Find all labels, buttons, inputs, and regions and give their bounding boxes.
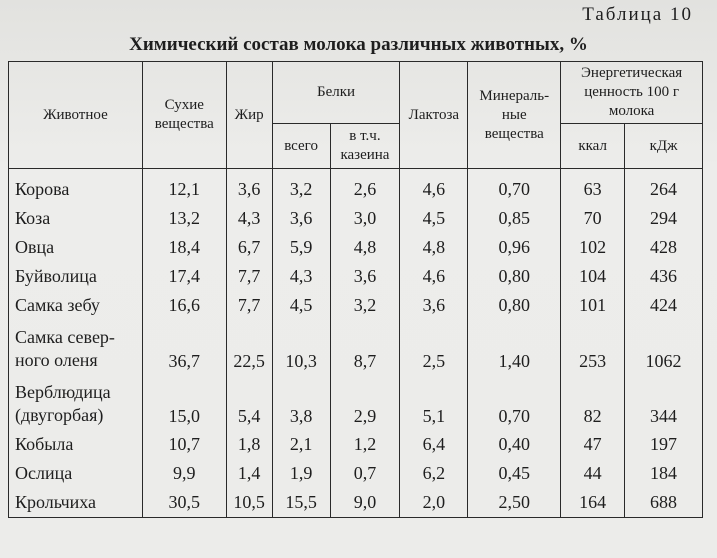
dry-matter-cell: 9,9 <box>142 459 226 488</box>
animal-cell <box>9 320 143 375</box>
minerals-cell: 0,96 <box>468 233 561 262</box>
animal-cell <box>9 262 143 291</box>
animal-name: Кобыла <box>15 434 74 454</box>
lactose-cell: 2,0 <box>400 488 468 518</box>
kcal-cell: 82 <box>561 375 625 430</box>
animal-name-line2: (двугорбая) <box>15 405 104 425</box>
animal-name: Корова <box>15 179 70 199</box>
casein-cell: 1,2 <box>330 430 400 459</box>
minerals-cell: 0,80 <box>468 262 561 291</box>
kcal-cell: 104 <box>561 262 625 291</box>
animal-cell <box>9 204 143 233</box>
header-proteins-casein: в т.ч. казеина <box>330 124 400 169</box>
milk-composition-table <box>8 61 703 518</box>
animal-name: Коза <box>15 208 51 228</box>
protein-total-cell: 3,6 <box>272 204 330 233</box>
casein-cell: 4,8 <box>330 233 400 262</box>
dry-matter-cell: 15,0 <box>142 375 226 430</box>
header-kj: кДж <box>625 124 703 169</box>
kcal-cell: 164 <box>561 488 625 518</box>
table-row <box>9 459 703 488</box>
animal-cell <box>9 459 143 488</box>
kcal-cell: 44 <box>561 459 625 488</box>
casein-cell: 9,0 <box>330 488 400 518</box>
kj-cell: 344 <box>625 375 703 430</box>
header-kcal: ккал <box>561 124 625 169</box>
header-energy: Энергетическая ценность 100 г молока <box>561 62 703 124</box>
kcal-cell: 63 <box>561 169 625 205</box>
protein-total-cell: 2,1 <box>272 430 330 459</box>
header-proteins: Белки <box>272 62 400 124</box>
protein-total-cell: 3,2 <box>272 169 330 205</box>
lactose-cell: 4,6 <box>400 169 468 205</box>
animal-name-line2: ного оленя <box>15 350 98 370</box>
casein-cell: 2,6 <box>330 169 400 205</box>
kj-cell: 1062 <box>625 320 703 375</box>
table-row <box>9 430 703 459</box>
header-lactose: Лактоза <box>400 62 468 169</box>
table-body <box>9 169 703 518</box>
animal-cell <box>9 488 143 518</box>
animal-cell <box>9 291 143 320</box>
kj-cell: 436 <box>625 262 703 291</box>
lactose-cell: 6,4 <box>400 430 468 459</box>
kj-cell: 294 <box>625 204 703 233</box>
dry-matter-cell: 18,4 <box>142 233 226 262</box>
animal-name: Овца <box>15 237 55 257</box>
casein-cell: 3,6 <box>330 262 400 291</box>
header-dry-matter: Сухие вещества <box>142 62 226 169</box>
fat-cell: 1,8 <box>226 430 272 459</box>
header-fat: Жир <box>226 62 272 169</box>
casein-cell: 3,2 <box>330 291 400 320</box>
animal-cell <box>9 169 143 205</box>
minerals-cell: 1,40 <box>468 320 561 375</box>
dry-matter-cell: 13,2 <box>142 204 226 233</box>
fat-cell: 3,6 <box>226 169 272 205</box>
header-minerals: Минераль-ные вещества <box>468 62 561 169</box>
dry-matter-cell: 16,6 <box>142 291 226 320</box>
dry-matter-cell: 17,4 <box>142 262 226 291</box>
fat-cell: 6,7 <box>226 233 272 262</box>
fat-cell: 22,5 <box>226 320 272 375</box>
lactose-cell: 4,8 <box>400 233 468 262</box>
table-row <box>9 169 703 205</box>
animal-name: Самка север- <box>15 327 115 347</box>
minerals-cell: 0,85 <box>468 204 561 233</box>
casein-cell: 0,7 <box>330 459 400 488</box>
table-row <box>9 320 703 375</box>
kj-cell: 428 <box>625 233 703 262</box>
casein-cell: 3,0 <box>330 204 400 233</box>
casein-cell: 8,7 <box>330 320 400 375</box>
fat-cell: 7,7 <box>226 262 272 291</box>
minerals-cell: 0,70 <box>468 169 561 205</box>
animal-cell <box>9 233 143 262</box>
protein-total-cell: 3,8 <box>272 375 330 430</box>
kj-cell: 184 <box>625 459 703 488</box>
table-row <box>9 233 703 262</box>
fat-cell: 4,3 <box>226 204 272 233</box>
protein-total-cell: 15,5 <box>272 488 330 518</box>
kcal-cell: 253 <box>561 320 625 375</box>
minerals-cell: 0,80 <box>468 291 561 320</box>
fat-cell: 5,4 <box>226 375 272 430</box>
dry-matter-cell: 10,7 <box>142 430 226 459</box>
minerals-cell: 0,45 <box>468 459 561 488</box>
minerals-cell: 2,50 <box>468 488 561 518</box>
kcal-cell: 70 <box>561 204 625 233</box>
table-row <box>9 262 703 291</box>
kcal-cell: 102 <box>561 233 625 262</box>
lactose-cell: 6,2 <box>400 459 468 488</box>
table-number-label: Таблица 10 <box>582 4 693 25</box>
protein-total-cell: 4,5 <box>272 291 330 320</box>
fat-cell: 10,5 <box>226 488 272 518</box>
dry-matter-cell: 12,1 <box>142 169 226 205</box>
minerals-cell: 0,40 <box>468 430 561 459</box>
fat-cell: 7,7 <box>226 291 272 320</box>
kcal-cell: 101 <box>561 291 625 320</box>
protein-total-cell: 1,9 <box>272 459 330 488</box>
lactose-cell: 3,6 <box>400 291 468 320</box>
minerals-cell: 0,70 <box>468 375 561 430</box>
animal-cell <box>9 375 143 430</box>
protein-total-cell: 5,9 <box>272 233 330 262</box>
dry-matter-cell: 36,7 <box>142 320 226 375</box>
casein-cell: 2,9 <box>330 375 400 430</box>
kj-cell: 424 <box>625 291 703 320</box>
dry-matter-cell: 30,5 <box>142 488 226 518</box>
table-row <box>9 375 703 430</box>
lactose-cell: 2,5 <box>400 320 468 375</box>
lactose-cell: 4,5 <box>400 204 468 233</box>
kj-cell: 688 <box>625 488 703 518</box>
protein-total-cell: 10,3 <box>272 320 330 375</box>
table-caption: Химический состав молока различных животных, % <box>129 34 588 55</box>
table-row <box>9 291 703 320</box>
protein-total-cell: 4,3 <box>272 262 330 291</box>
animal-name: Крольчиха <box>15 492 97 512</box>
animal-name: Самка зебу <box>15 295 100 315</box>
fat-cell: 1,4 <box>226 459 272 488</box>
header-proteins-total: всего <box>272 124 330 169</box>
lactose-cell: 4,6 <box>400 262 468 291</box>
kj-cell: 197 <box>625 430 703 459</box>
animal-name: Верблюдица <box>15 382 111 402</box>
animal-name: Буйволица <box>15 266 97 286</box>
table-row <box>9 204 703 233</box>
animal-name: Ослица <box>15 463 73 483</box>
lactose-cell: 5,1 <box>400 375 468 430</box>
table-row <box>9 488 703 518</box>
kj-cell: 264 <box>625 169 703 205</box>
kcal-cell: 47 <box>561 430 625 459</box>
header-animal: Животное <box>9 62 143 169</box>
animal-cell <box>9 430 143 459</box>
